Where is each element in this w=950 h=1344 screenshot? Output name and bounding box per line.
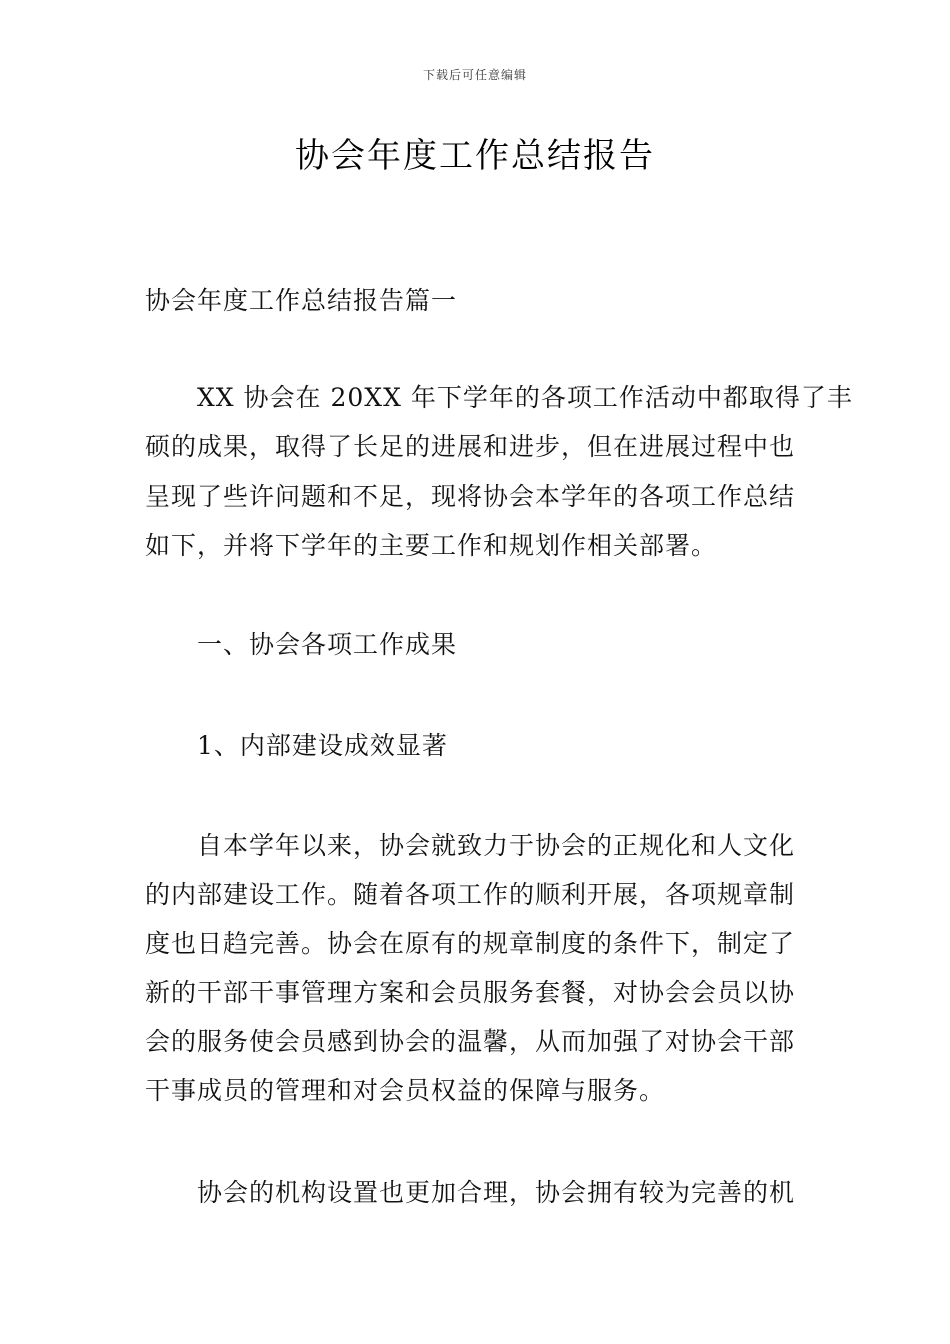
intro-line-3: 呈现了些许问题和不足，现将协会本学年的各项工作总结 — [145, 482, 796, 511]
body-line-6: 干事成员的管理和对会员权益的保障与服务。 — [145, 1076, 666, 1105]
intro-line-2: 硕的成果，取得了长足的进展和进步，但在进展过程中也 — [145, 432, 796, 461]
body-line-4: 新的干部干事管理方案和会员服务套餐，对协会会员以协 — [145, 978, 796, 1007]
body-line-3: 度也日趋完善。协会在原有的规章制度的条件下，制定了 — [145, 929, 796, 958]
body-line-5: 会的服务使会员感到协会的温馨，从而加强了对协会干部 — [145, 1027, 796, 1056]
document-title: 协会年度工作总结报告 — [295, 136, 655, 176]
intro-line-4: 如下，并将下学年的主要工作和规划作相关部署。 — [145, 531, 718, 560]
body-line-1: 自本学年以来，协会就致力于协会的正规化和人文化 — [197, 831, 796, 860]
header-note: 下载后可任意编辑 — [422, 68, 527, 82]
intro-line-1: XX 协会在 20XX 年下学年的各项工作活动中都取得了丰 — [197, 383, 853, 412]
part-heading: 一、协会各项工作成果 — [197, 630, 458, 659]
item-heading: 1、内部建设成效显著 — [197, 731, 448, 760]
body-line-2: 的内部建设工作。随着各项工作的顺利开展，各项规章制 — [145, 880, 796, 909]
section-heading: 协会年度工作总结报告篇一 — [145, 286, 458, 315]
last-paragraph-line-1: 协会的机构设置也更加合理，协会拥有较为完善的机 — [197, 1178, 796, 1207]
